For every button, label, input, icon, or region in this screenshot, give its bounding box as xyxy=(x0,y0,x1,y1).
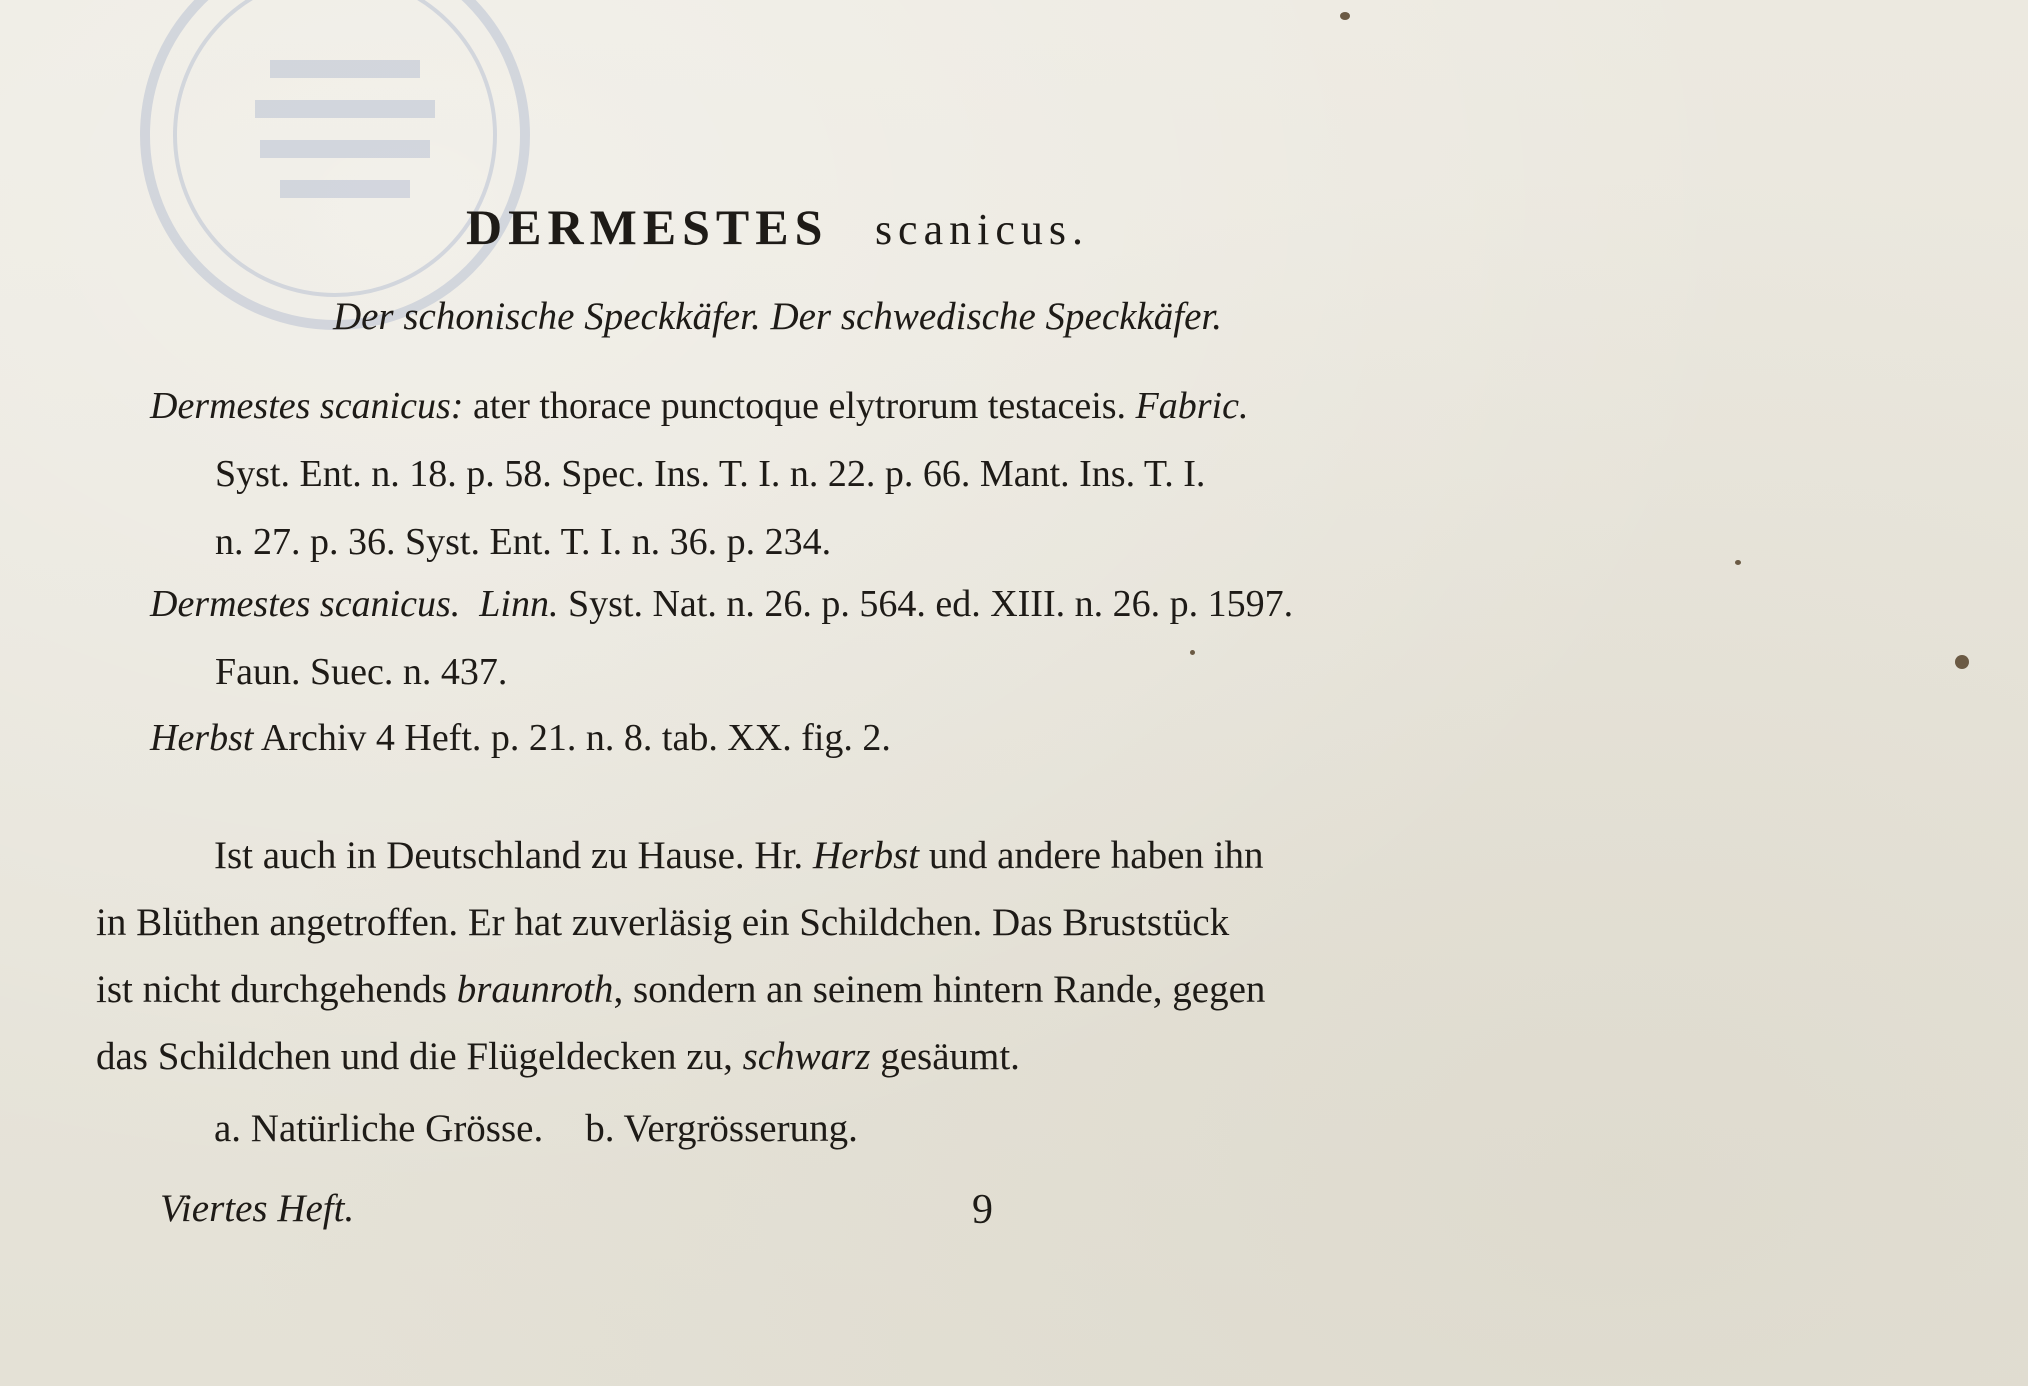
paragraph-text: , sondern an seinem hintern Rande, gegen xyxy=(613,968,1266,1011)
paragraph-line xyxy=(96,956,1856,1023)
citation-author: Linn. xyxy=(479,583,559,625)
citation-linnaeus xyxy=(150,570,1850,706)
paragraph-text: das Schildchen und die Flügeldecken zu, xyxy=(96,1035,743,1078)
citation-line: Syst. Ent. n. 18. p. 58. Spec. Ins. T. I. n. 22. p. 66. Mant. Ins. T. I. xyxy=(215,453,1206,495)
citation-author: Fabric. xyxy=(1135,385,1249,427)
legend-natural-size: a. Natürliche Grösse. xyxy=(214,1107,544,1150)
page-subtitle: Der schonische Speckkäfer. Der schwedische Speckkäfer. xyxy=(332,295,1223,338)
paragraph-line xyxy=(96,822,1856,889)
paper-speck xyxy=(1955,655,1969,669)
page-number: 9 xyxy=(972,1187,993,1233)
paragraph-text: ist nicht durchgehends xyxy=(96,968,457,1011)
description-paragraph xyxy=(96,822,1856,1090)
citation-herbst xyxy=(150,704,1850,772)
paragraph-text: und andere haben ihn xyxy=(919,834,1264,877)
paragraph-emphasis: schwarz xyxy=(742,1035,871,1078)
paragraph-line xyxy=(96,1023,1856,1090)
signature-mark: Viertes Heft. xyxy=(160,1187,355,1230)
title-species: scanicus. xyxy=(874,205,1089,254)
paragraph-text: Ist auch in Deutschland zu Hause. Hr. xyxy=(214,834,813,877)
paragraph-line: in Blüthen angetroffen. Er hat zuverläsig ein Schildchen. Das Bruststück xyxy=(96,901,1230,944)
citation-text: ater thorace punctoque elytrorum testaceis. xyxy=(463,385,1136,427)
citation-name: Dermestes scanicus. xyxy=(150,583,461,625)
citation-text: Archiv 4 Heft. p. 21. n. 8. tab. XX. fig. 2. xyxy=(253,717,891,759)
legend-magnified: b. Vergrösserung. xyxy=(585,1107,858,1150)
paper-speck xyxy=(1340,12,1350,20)
citation-line: n. 27. p. 36. Syst. Ent. T. I. n. 36. p. 234. xyxy=(215,521,832,563)
citation-name: Dermestes scanicus: xyxy=(150,385,464,427)
paragraph-text: gesäumt. xyxy=(870,1035,1020,1078)
paragraph-emphasis: braunroth xyxy=(456,968,614,1011)
paragraph-emphasis: Herbst xyxy=(812,834,920,877)
citation-text: Syst. Nat. n. 26. p. 564. ed. XIII. n. 26. p. 1597. xyxy=(558,583,1294,625)
title-genus: DERMESTES xyxy=(466,199,829,255)
citation-fabricius xyxy=(150,372,1850,576)
figure-legend xyxy=(214,1106,858,1151)
page-title xyxy=(0,198,1555,256)
citation-author: Herbst xyxy=(150,717,254,759)
citation-line: Faun. Suec. n. 437. xyxy=(215,651,508,693)
